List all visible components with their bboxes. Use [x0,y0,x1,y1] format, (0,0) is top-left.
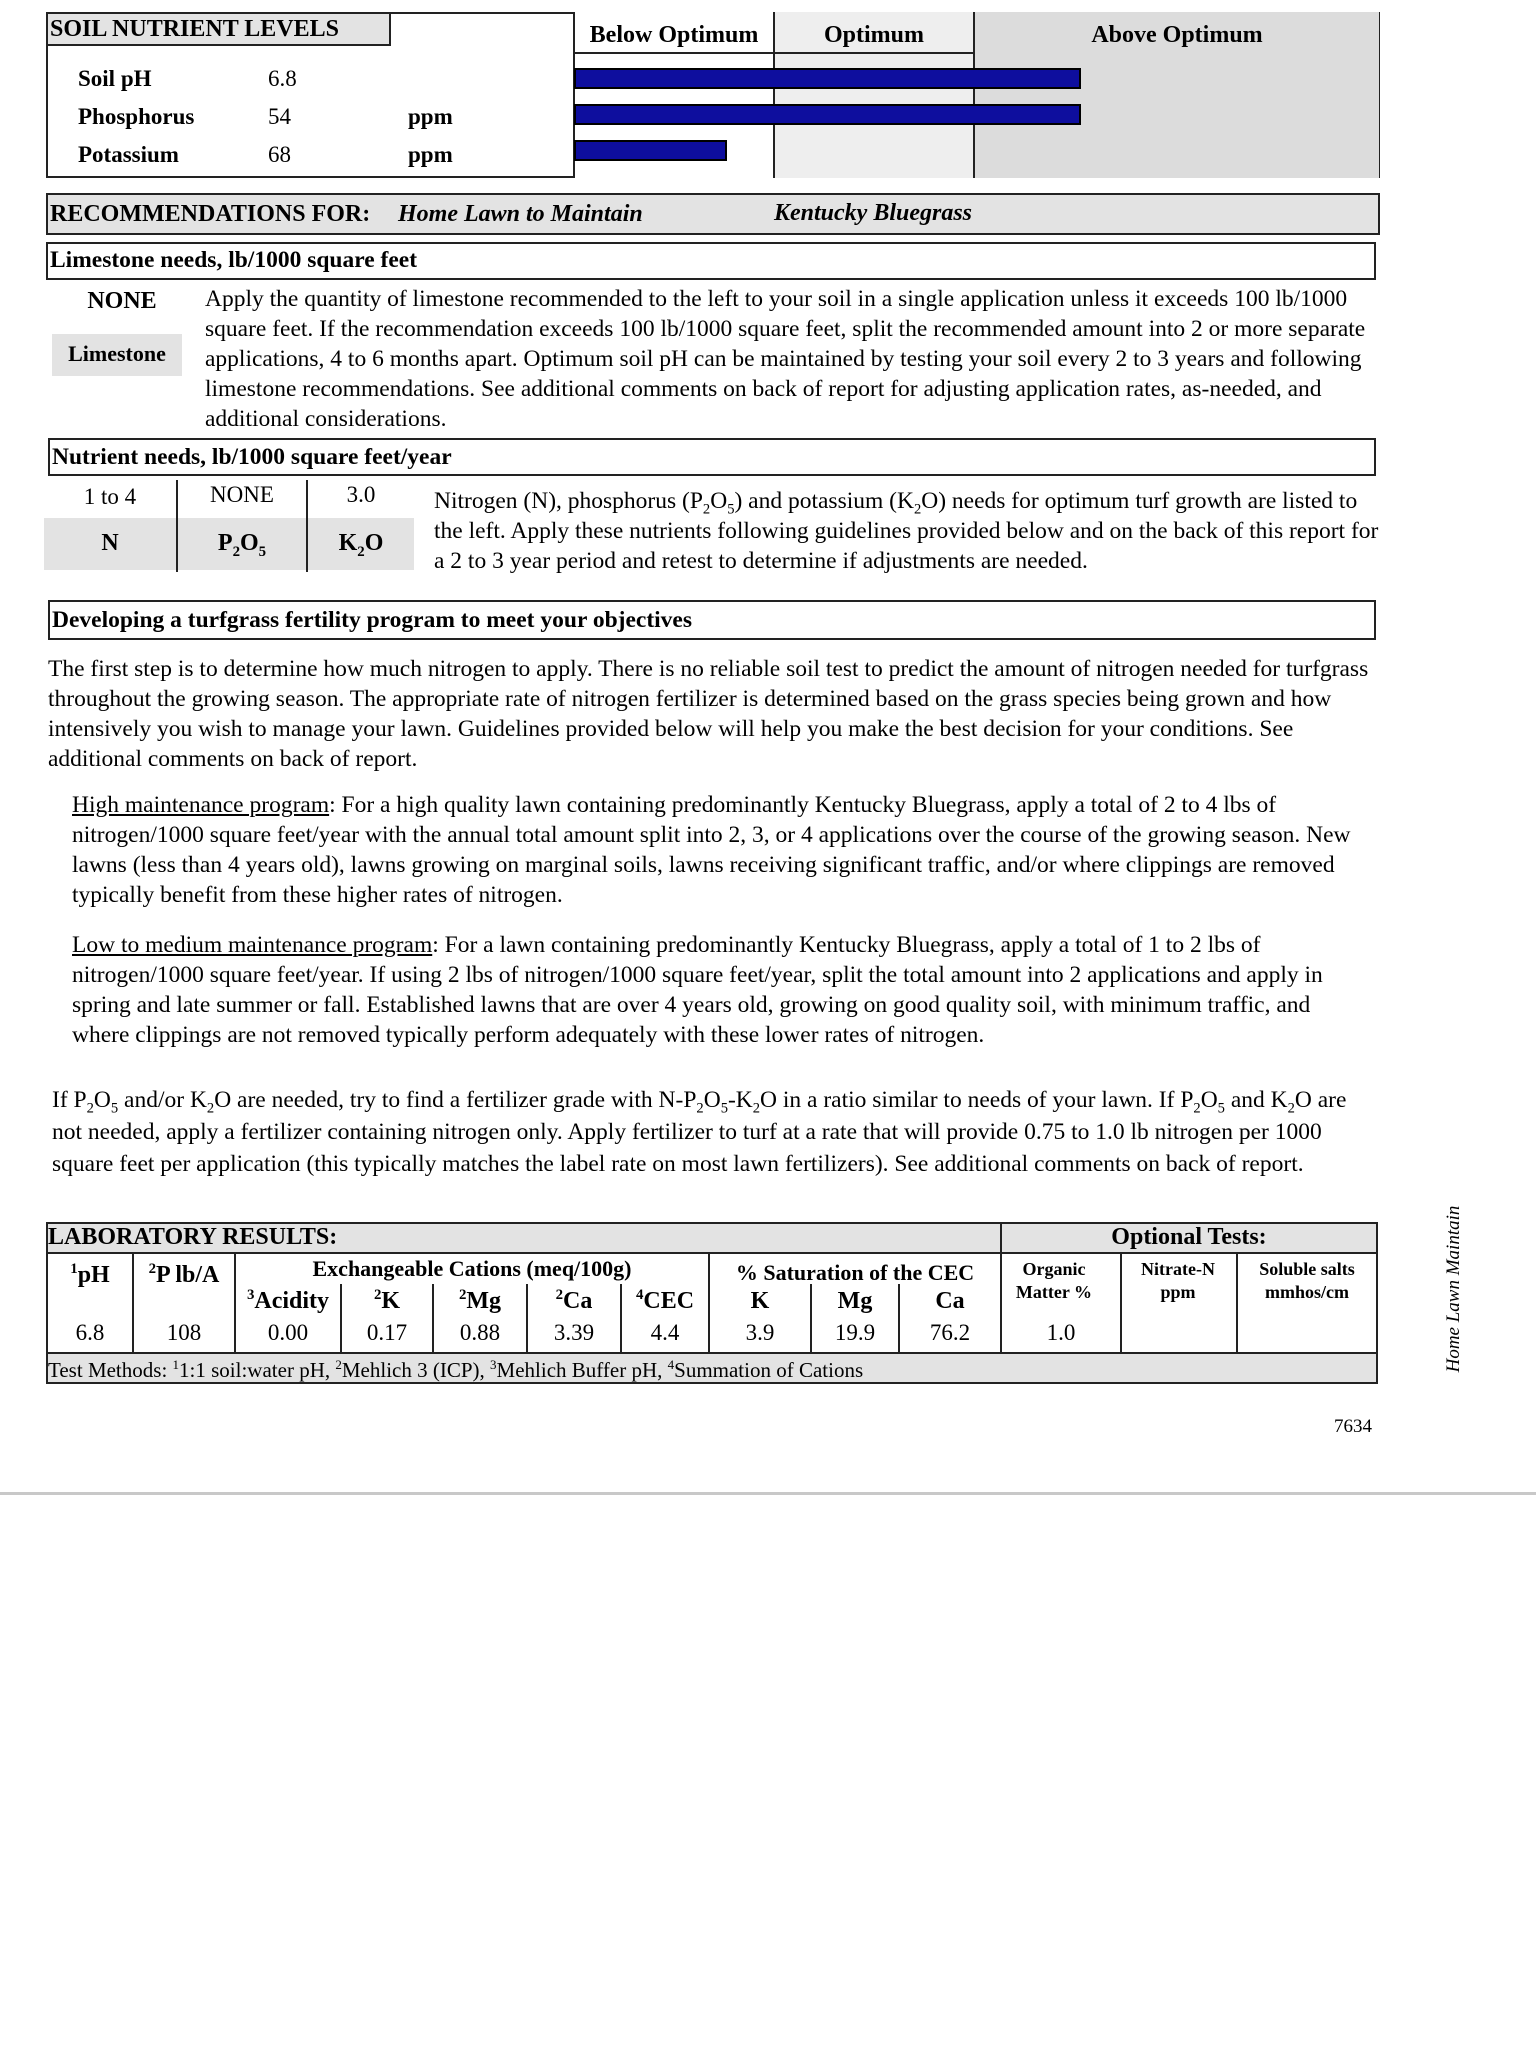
below-optimum-header: Below Optimum [589,22,759,48]
nitrate-header: Nitrate-N ppm [1141,1259,1215,1302]
limestone-title: Limestone needs, lb/1000 square feet [46,242,1376,280]
recommendations-label: RECOMMENDATIONS FOR: [50,201,371,227]
low-maintenance-label: Low to medium maintenance program [72,932,433,958]
test-methods: Test Methods: $^1$1:1 soil:water pH, $^2$Mehlich 3 (ICP), $^3$Mehlich Buffer pH, $^4$Summation of Cations [48,1357,864,1382]
mg-value: 0.88 [459,1320,501,1345]
low-maintenance-paragraph: Low to medium maintenance program: For a lawn containing predominantly Kentucky Bluegrass, apply a total of 1 to 2 lbs of nitrogen/1000 square feet/year. If using 2 lbs of nitrogen/1000 square feet/year, split the total amount into 2 applications and apply in spring and late summer or fall. Established lawns that are over 4 years old, growing on good quality soil, with minimum traffic, and where clippings are not removed typically perform adequately with these lower rates of nitrogen. [72,932,1323,1048]
soil-row-name: Potassium [78,142,179,167]
p-value: 108 [166,1320,202,1345]
high-maintenance-paragraph: High maintenance program: For a high quality lawn containing predominantly Kentucky Bluegrass, apply a total of 2 to 4 lbs of nitrogen/1000 square feet/year with the annual total amount split into 2, 3, or 4 applications over the course of the growing season. New lawns (less than 4 years old), lawns growing on marginal soils, lawns receiving significant traffic, and/or where clippings are removed typically benefit from these higher rates of nitrogen. [72,792,1351,908]
phosphate-amount: NONE [210,482,274,507]
phosphate-label: $P_2O_5$ [217,530,267,560]
nutrient-needs-text: Nitrogen (N), phosphorus $(P_2O_5)$ and potassium $(K_2O)$ needs for optimum turf growth are listed to the left. Apply these nutrients following guidelines provided below and on the back of this report for a 2 to 3 year period and retest to determine if adjustments are needed. [434,488,1379,574]
cec-value: 4.4 [650,1320,680,1345]
program-title: Developing a turfgrass fertility program to meet your objectives [48,600,1376,640]
high-maintenance-label: High maintenance program [72,792,330,818]
ph-value: 6.8 [75,1320,105,1345]
recommendations-bar [46,193,1380,235]
page-separator [0,1492,1536,1495]
lab-title: LABORATORY RESULTS: [48,1224,338,1250]
soil-ph-level-bar [574,68,1081,89]
lab-div [1120,1252,1122,1352]
soil-row-name: Soil pH [78,66,152,91]
soil-row-value: 68 [268,142,291,167]
page-code: 7634 [1334,1416,1372,1437]
ca-value: 3.39 [553,1320,595,1345]
cations-header: Exchangeable Cations (meq/100g) [312,1256,632,1281]
nitrogen-amount: 1 to 4 [83,484,137,509]
nutrient-needs-title: Nutrient needs, lb/1000 square feet/year [48,438,1376,476]
lab-div [1236,1252,1238,1352]
sat-k-header: K [750,1288,770,1314]
fertilizer-grade-paragraph: If $P_2O_5$ and/or $K_2O$ are needed, try to find a fertilizer grade with $N-P_2O_5-K_2O$ in a ratio similar to needs of your lawn. If $P_2O_5$ and $K_2O$ are not needed, apply a fertilizer containing nitrogen only. Apply fertilizer to turf at a rate that will provide 0.75 to 1.0 lb nitrogen per 1000 square feet per application (this typically matches the label rate on most lawn fertilizers). See additional comments on back of report. [52,1087,1347,1177]
cec-header: $^4$CEC [635,1287,695,1314]
soil-row-value: 6.8 [268,66,297,91]
potassium-level-bar [574,140,727,161]
sat-mg-value: 19.9 [834,1320,876,1345]
chart-header-line [573,52,975,54]
recommendations-grass: Kentucky Bluegrass [774,200,973,226]
saturation-header: % Saturation of the CEC [735,1260,975,1285]
soil-title: SOIL NUTRIENT LEVELS [46,12,391,46]
mg-header: $^2$Mg [458,1287,502,1314]
organic-matter-value: 1.0 [1046,1320,1076,1345]
p-header: $^2$P lb/A [148,1261,220,1288]
lab-line-2 [46,1352,1378,1354]
soluble-salts-header: Soluble salts mmhos/cm [1259,1259,1355,1302]
program-intro: The first step is to determine how much nitrogen to apply. There is no reliable soil test to predict the amount of nitrogen needed for turfgrass throughout the growing season. The appropriate rate of nitrogen fertilizer is determined based on the grass species being grown and how intensively you wish to manage your lawn. Guidelines provided below will help you make the best decision for your conditions. See additional comments on back of report. [48,656,1369,772]
sat-ca-header: Ca [935,1288,965,1314]
k-value: 0.17 [366,1320,408,1345]
soil-row-value: 54 [268,104,291,129]
acidity-value: 0.00 [267,1320,309,1345]
optimum-header: Optimum [823,22,924,48]
potash-label: $K_2O$ [338,530,384,560]
side-label: Home Lawn Maintain [1443,1205,1464,1373]
soil-row-name: Phosphorus [78,104,195,129]
limestone-amount: NONE [87,288,157,314]
soil-row-unit: ppm [408,104,453,129]
recommendations-purpose: Home Lawn to Maintain [398,201,643,227]
phosphorus-level-bar [574,104,1081,125]
acidity-header: $^3$Acidity [246,1287,330,1314]
limestone-label: Limestone [52,334,182,376]
nitrogen-label: N [101,530,119,556]
ca-header: $^2$Ca [555,1287,593,1314]
sat-k-value: 3.9 [745,1320,775,1345]
k-header: $^2$K [373,1287,401,1314]
soil-row-unit: ppm [408,142,453,167]
ph-header: $^1$pH [70,1261,110,1288]
sat-mg-header: Mg [837,1288,873,1314]
optional-tests-title: Optional Tests: [1111,1224,1267,1250]
sat-ca-value: 76.2 [929,1320,971,1345]
limestone-text: Apply the quantity of limestone recommended to the left to your soil in a single application unless it exceeds 100 lb/1000 square feet. If the recommendation exceeds 100 lb/1000 square feet, split the recommended amount into 2 or more separate applications, 4 to 6 months apart. Optimum soil pH can be maintained by testing your soil every 2 to 3 years and following limestone recommendations. See additional comments on back of report for adjusting application rates, as-needed, and additional considerations. [205,286,1366,432]
potash-amount: 3.0 [346,482,376,507]
lab-line-1 [46,1252,1378,1254]
organic-matter-header: Organic Matter % [1015,1259,1093,1302]
above-optimum-header: Above Optimum [1091,22,1263,48]
